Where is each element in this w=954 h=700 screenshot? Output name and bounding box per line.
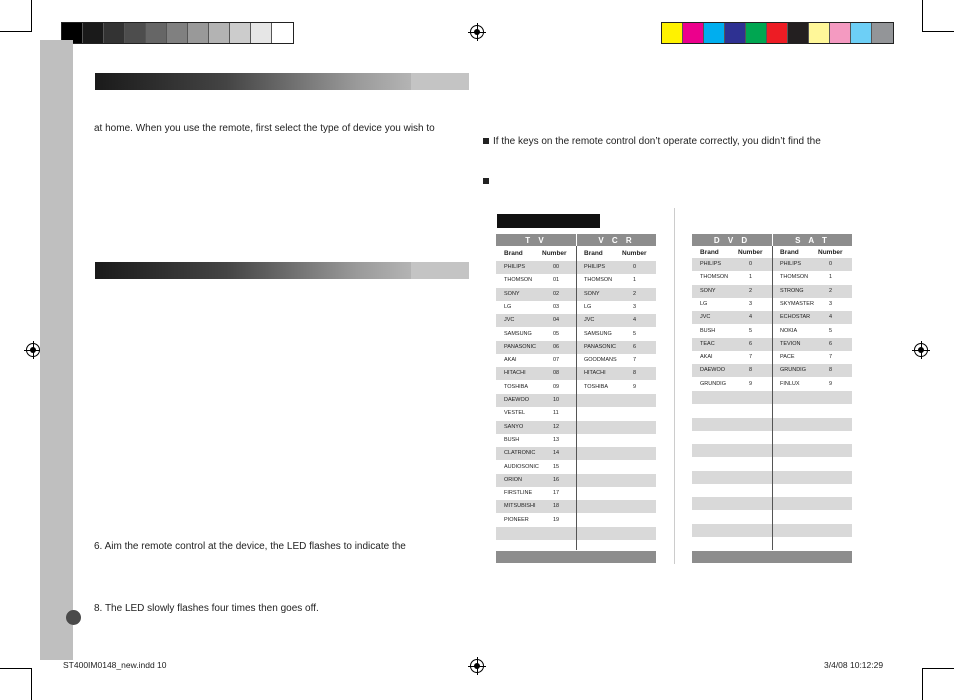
number-cell: 6: [633, 343, 637, 350]
table-row: [773, 391, 852, 404]
table-row: [692, 537, 772, 550]
registration-mark-icon: [470, 659, 484, 673]
brand-cell: FIRSTLINE: [504, 490, 533, 497]
table-row: [773, 511, 852, 524]
brand-cell: PIONEER: [504, 516, 529, 523]
table-row: [577, 328, 656, 341]
table-separator-line: [674, 208, 675, 564]
table-row: [692, 378, 772, 391]
table-row: [773, 364, 852, 377]
color-swatch: [188, 23, 209, 43]
brand-cell: PANASONIC: [504, 343, 536, 350]
table-row: [496, 261, 576, 274]
col-number: Number: [738, 249, 763, 256]
brand-cell: LG: [584, 303, 592, 310]
brand-cell: PHILIPS: [780, 261, 802, 267]
table-row: [496, 288, 576, 301]
table-row: [496, 527, 576, 540]
table-row: [577, 261, 656, 274]
table-row: [577, 341, 656, 354]
number-cell: 06: [553, 343, 560, 350]
table-row: [773, 311, 852, 324]
brand-cell: PHILIPS: [504, 264, 526, 270]
brand-cell: THOMSON: [700, 274, 729, 281]
brand-cell: PACE: [780, 354, 795, 361]
crop-mark: [922, 0, 923, 32]
color-swatch: [125, 23, 146, 43]
table-row: [496, 394, 576, 407]
color-swatch: [146, 23, 167, 43]
table-row: [773, 458, 852, 471]
col-number: Number: [818, 249, 843, 256]
number-cell: 16: [553, 476, 560, 483]
color-swatch: [809, 23, 830, 43]
table-footer-bar: [496, 551, 656, 563]
number-cell: 01: [553, 277, 560, 284]
number-cell: 0: [633, 264, 637, 270]
table-row: [496, 487, 576, 500]
color-swatch: [230, 23, 251, 43]
color-swatch: [209, 23, 230, 43]
table-row: [692, 484, 772, 497]
brand-cell: MITSUBISHI: [504, 503, 536, 510]
brand-cell: GRUNDIG: [780, 367, 806, 374]
table-row: [773, 418, 852, 431]
table-row: [577, 394, 656, 407]
table-row: [692, 338, 772, 351]
table-row: [692, 497, 772, 510]
brand-cell: SAMSUNG: [584, 330, 612, 337]
table-row: [692, 258, 772, 271]
table-row: [773, 404, 852, 417]
color-swatch: [167, 23, 188, 43]
number-cell: 0: [829, 261, 833, 267]
number-cell: 7: [749, 354, 753, 361]
table-row: [577, 274, 656, 287]
brand-cell: AKAI: [700, 354, 713, 361]
table-row: [577, 514, 656, 527]
instruction-step-6: 6. Aim the remote control at the device, the LED flashes to indicate the: [94, 541, 406, 552]
brand-cell: JVC: [700, 314, 711, 321]
color-swatch: [662, 23, 683, 43]
footer-timestamp: 3/4/08 10:12:29: [824, 660, 884, 670]
col-number: Number: [622, 250, 647, 257]
table-row: [692, 364, 772, 377]
number-cell: 08: [553, 370, 560, 377]
number-cell: 12: [553, 423, 560, 430]
table-row: [577, 354, 656, 367]
brand-cell: SONY: [700, 287, 716, 294]
number-cell: 5: [829, 327, 833, 334]
number-cell: 2: [829, 287, 833, 294]
crop-mark: [31, 668, 32, 700]
number-cell: 8: [829, 367, 833, 374]
col-brand: Brand: [700, 249, 719, 256]
table-row: [773, 524, 852, 537]
number-cell: 00: [553, 264, 560, 270]
number-cell: 14: [553, 450, 560, 457]
number-cell: 1: [633, 277, 637, 284]
color-swatch: [272, 23, 293, 43]
table-row: [692, 431, 772, 444]
table-row: [773, 497, 852, 510]
color-swatch: [725, 23, 746, 43]
table-row: [692, 311, 772, 324]
crop-mark: [31, 0, 32, 32]
crop-mark: [922, 668, 954, 669]
brand-cell: BUSH: [700, 327, 716, 334]
table-row: [496, 328, 576, 341]
col-brand: Brand: [584, 250, 603, 257]
table-row: [692, 404, 772, 417]
table-row: [773, 431, 852, 444]
number-cell: 9: [829, 380, 833, 387]
tv-header: T V: [496, 234, 576, 246]
brand-cell: PANASONIC: [584, 343, 616, 350]
table-row: [773, 378, 852, 391]
table-row: [773, 537, 852, 550]
table-row: [692, 271, 772, 284]
brand-cell: THOMSON: [584, 277, 613, 284]
bullet-icon: [483, 178, 489, 184]
process-color-swatch-strip: [661, 22, 894, 44]
table-row: [773, 325, 852, 338]
sat-header: S A T: [773, 234, 852, 246]
table-row: [496, 314, 576, 327]
color-swatch: [872, 23, 893, 43]
table-row: [773, 338, 852, 351]
table-row: [577, 288, 656, 301]
number-cell: 4: [829, 314, 833, 321]
brand-cell: LG: [700, 300, 708, 307]
color-swatch: [830, 23, 851, 43]
table-row: [692, 458, 772, 471]
brand-cell: FINLUX: [780, 380, 800, 387]
table-row: [577, 527, 656, 540]
number-cell: 9: [633, 383, 637, 390]
note-1: [483, 136, 821, 147]
table-row: [496, 421, 576, 434]
number-cell: 3: [829, 300, 833, 307]
color-swatch: [683, 23, 704, 43]
brand-cell: SONY: [584, 290, 600, 297]
brand-cell: CLATRONIC: [504, 450, 536, 457]
number-cell: 1: [749, 274, 753, 281]
brand-cell: JVC: [504, 317, 515, 324]
table-row: [577, 447, 656, 460]
table-row: [692, 285, 772, 298]
section-header-bar: [95, 262, 469, 279]
brand-cell: TOSHIBA: [584, 383, 609, 390]
footer-filename: ST400IM0148_new.indd 10: [63, 660, 167, 670]
table-row: [577, 434, 656, 447]
brand-cell: SONY: [504, 290, 520, 297]
color-swatch: [788, 23, 809, 43]
table-row: [496, 514, 576, 527]
number-cell: 18: [553, 503, 560, 510]
table-row: [773, 484, 852, 497]
table-row: [496, 447, 576, 460]
table-row: [496, 301, 576, 314]
dvd-header: D V D: [692, 234, 772, 246]
color-swatch: [767, 23, 788, 43]
table-row: [496, 381, 576, 394]
number-cell: 02: [553, 290, 560, 297]
table-row: [496, 434, 576, 447]
brand-cell: STRONG: [780, 287, 804, 294]
color-swatch: [851, 23, 872, 43]
color-swatch: [104, 23, 125, 43]
number-cell: 1: [829, 274, 833, 281]
number-cell: 11: [553, 410, 559, 417]
number-cell: 5: [633, 330, 637, 337]
col-brand: Brand: [504, 250, 523, 257]
page-number-dot: [66, 610, 81, 625]
col-brand: Brand: [780, 249, 799, 256]
number-cell: 7: [633, 357, 637, 364]
number-cell: 3: [633, 303, 637, 310]
table-row: [577, 314, 656, 327]
brand-cell: DAEWOO: [700, 367, 726, 374]
registration-mark-icon: [914, 343, 928, 357]
brand-cell: SANYO: [504, 423, 524, 430]
table-row: [496, 461, 576, 474]
note-1-text: If the keys on the remote control don’t operate correctly, you didn’t find the: [493, 136, 821, 147]
number-cell: 03: [553, 303, 560, 310]
brand-cell: TEAC: [700, 340, 715, 347]
table-row: [773, 298, 852, 311]
table-row: [496, 474, 576, 487]
vcr-header: V C R: [577, 234, 656, 246]
table-row: [577, 500, 656, 513]
table-row: [496, 407, 576, 420]
table-row: [692, 444, 772, 457]
table-row: [577, 381, 656, 394]
table-row: [577, 461, 656, 474]
brand-cell: BUSH: [504, 436, 520, 443]
registration-mark-icon: [26, 343, 40, 357]
table-row: [692, 391, 772, 404]
col-number: Number: [542, 250, 567, 257]
number-cell: 5: [749, 327, 753, 334]
table-row: [577, 407, 656, 420]
tv-vcr-code-table: [496, 234, 656, 564]
table-label-box: [497, 214, 600, 228]
number-cell: 2: [633, 290, 637, 297]
table-row: [773, 471, 852, 484]
brand-cell: VESTEL: [504, 410, 526, 417]
number-cell: 7: [829, 354, 833, 361]
bullet-icon: [483, 138, 489, 144]
brand-cell: AUDIOSONIC: [504, 463, 539, 470]
number-cell: 2: [749, 287, 753, 294]
number-cell: 19: [553, 516, 560, 523]
number-cell: 09: [553, 383, 560, 390]
brand-cell: TEVION: [780, 340, 801, 347]
number-cell: 4: [749, 314, 753, 321]
section-header-bar: [95, 73, 469, 90]
brand-cell: PHILIPS: [700, 261, 722, 267]
grayscale-swatch-strip: [61, 22, 294, 44]
number-cell: 17: [553, 490, 560, 497]
brand-cell: AKAI: [504, 357, 517, 364]
table-row: [496, 367, 576, 380]
number-cell: 10: [553, 397, 560, 403]
color-swatch: [251, 23, 272, 43]
number-cell: 8: [633, 370, 637, 377]
number-cell: 0: [749, 261, 753, 267]
number-cell: 15: [553, 463, 560, 470]
brand-cell: SAMSUNG: [504, 330, 532, 337]
table-row: [496, 354, 576, 367]
dvd-sat-code-table: [692, 234, 852, 564]
table-row: [577, 487, 656, 500]
table-footer-bar: [692, 551, 852, 563]
number-cell: 05: [553, 330, 560, 337]
table-row: [577, 367, 656, 380]
table-row: [692, 511, 772, 524]
brand-cell: HITACHI: [584, 370, 606, 377]
number-cell: 04: [553, 317, 560, 324]
number-cell: 4: [633, 317, 637, 324]
brand-cell: ORION: [504, 476, 523, 483]
number-cell: 3: [749, 300, 753, 307]
page-side-bar: [40, 40, 73, 660]
color-swatch: [704, 23, 725, 43]
table-row: [692, 325, 772, 338]
note-2: [483, 176, 493, 187]
instruction-step-8: 8. The LED slowly flashes four times then goes off.: [94, 603, 319, 614]
table-row: [773, 444, 852, 457]
number-cell: 13: [553, 436, 560, 443]
table-row: [692, 351, 772, 364]
number-cell: 8: [749, 367, 753, 374]
number-cell: 6: [829, 340, 833, 347]
table-row: [692, 524, 772, 537]
crop-mark: [0, 668, 32, 669]
table-row: [496, 341, 576, 354]
brand-cell: PHILIPS: [584, 264, 606, 270]
number-cell: 9: [749, 380, 753, 387]
brand-cell: LG: [504, 303, 512, 310]
table-row: [773, 258, 852, 271]
color-swatch: [83, 23, 104, 43]
table-row: [577, 421, 656, 434]
crop-mark: [0, 31, 32, 32]
brand-cell: GRUNDIG: [700, 380, 726, 387]
number-cell: 07: [553, 357, 560, 364]
table-row: [692, 418, 772, 431]
table-row: [773, 285, 852, 298]
brand-cell: SKYMASTER: [780, 300, 814, 307]
table-row: [577, 474, 656, 487]
brand-cell: HITACHI: [504, 370, 526, 377]
table-row: [577, 301, 656, 314]
number-cell: 6: [749, 340, 753, 347]
brand-cell: DAEWOO: [504, 397, 530, 403]
brand-cell: ECHOSTAR: [780, 314, 811, 321]
brand-cell: THOMSON: [504, 277, 533, 284]
table-row: [692, 471, 772, 484]
table-row: [773, 351, 852, 364]
brand-cell: TOSHIBA: [504, 383, 529, 390]
table-row: [773, 271, 852, 284]
crop-mark: [922, 668, 923, 700]
table-row: [692, 298, 772, 311]
table-row: [496, 500, 576, 513]
brand-cell: GOODMANS: [584, 357, 617, 364]
instruction-line-1: at home. When you use the remote, first select the type of device you wish to: [94, 123, 435, 134]
table-row: [496, 274, 576, 287]
brand-cell: JVC: [584, 317, 595, 324]
registration-mark-icon: [470, 25, 484, 39]
color-swatch: [746, 23, 767, 43]
brand-cell: THOMSON: [780, 274, 809, 281]
brand-cell: NOKIA: [780, 327, 798, 334]
crop-mark: [922, 31, 954, 32]
